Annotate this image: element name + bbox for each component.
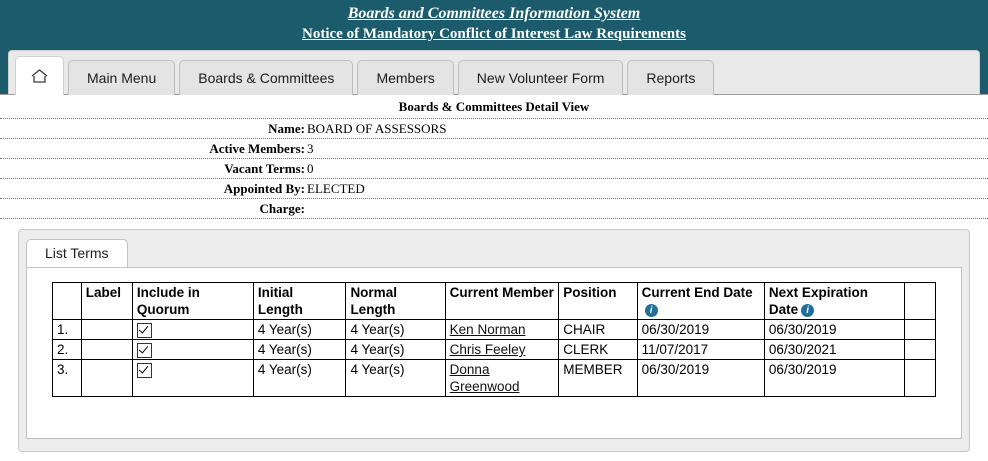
detail-label: Name: — [268, 121, 305, 136]
header-current-end-date — [637, 283, 764, 320]
tab-main-menu[interactable] — [68, 60, 175, 95]
tab-label: Main Menu — [87, 70, 157, 86]
detail-row-charge — [0, 199, 988, 218]
row-index: 2. — [53, 340, 82, 360]
info-icon[interactable]: i — [801, 304, 814, 317]
detail-row-name — [0, 119, 988, 139]
detail-value: 3 — [307, 141, 314, 156]
detail-row-active-members — [0, 139, 988, 159]
detail-value — [305, 199, 307, 218]
tab-new-volunteer-form[interactable] — [458, 60, 624, 95]
row-actions[interactable] — [904, 320, 935, 340]
row-label — [81, 320, 132, 340]
table-row — [53, 360, 936, 397]
row-label — [81, 340, 132, 360]
quorum-checkbox[interactable] — [137, 323, 152, 338]
row-include-in-quorum — [132, 360, 253, 397]
row-position: CLERK — [559, 340, 637, 360]
row-normal-length: 4 Year(s) — [346, 320, 445, 340]
info-icon[interactable]: i — [645, 304, 658, 317]
detail-row-appointed-by — [0, 179, 988, 199]
row-label — [81, 360, 132, 397]
row-index: 3. — [53, 360, 82, 397]
main-tabbar — [0, 42, 988, 94]
tab-label: Reports — [646, 70, 696, 86]
row-include-in-quorum — [132, 340, 253, 360]
row-normal-length: 4 Year(s) — [346, 340, 445, 360]
row-current-end-date: 06/30/2019 — [637, 360, 764, 397]
row-initial-length: 4 Year(s) — [253, 360, 346, 397]
header-next-expiration-date — [764, 283, 904, 320]
row-current-end-date: 06/30/2019 — [637, 320, 764, 340]
tab-strip — [8, 50, 980, 94]
detail-label: Charge: — [259, 201, 305, 216]
home-icon — [30, 68, 49, 85]
tab-reports[interactable] — [627, 60, 714, 95]
app-title: Boards and Committees Information System — [347, 5, 641, 22]
quorum-checkbox[interactable] — [137, 363, 152, 378]
row-next-expiration-date: 06/30/2019 — [764, 320, 904, 340]
member-link[interactable]: Chris Feeley — [449, 342, 526, 357]
row-initial-length: 4 Year(s) — [253, 340, 346, 360]
tab-home[interactable] — [15, 56, 64, 95]
panel-tab-strip — [26, 237, 962, 267]
row-include-in-quorum — [132, 320, 253, 340]
tab-members[interactable] — [357, 60, 453, 95]
header-include-in-quorum: Include in Quorum — [132, 283, 253, 320]
row-initial-length: 4 Year(s) — [253, 320, 346, 340]
table-row — [53, 340, 936, 360]
row-next-expiration-date: 06/30/2021 — [764, 340, 904, 360]
terms-table — [52, 282, 936, 397]
detail-label: Active Members: — [209, 141, 305, 156]
table-header-row — [53, 283, 936, 320]
row-actions[interactable] — [904, 360, 935, 397]
tab-label: Members — [376, 70, 435, 86]
row-next-expiration-date: 06/30/2019 — [764, 360, 904, 397]
detail-label: Appointed By: — [223, 181, 305, 196]
detail-label: Vacant Terms: — [224, 161, 305, 176]
panel-body — [26, 267, 962, 439]
row-actions[interactable] — [904, 340, 935, 360]
row-position: CHAIR — [559, 320, 637, 340]
header-actions — [904, 283, 935, 320]
member-link[interactable]: Donna Greenwood — [449, 362, 520, 394]
row-position: MEMBER — [559, 360, 637, 397]
header-position: Position — [559, 283, 637, 320]
detail-value: 0 — [307, 161, 314, 176]
detail-value: BOARD OF ASSESSORS — [307, 121, 447, 136]
row-normal-length: 4 Year(s) — [346, 360, 445, 397]
detail-value: ELECTED — [307, 181, 365, 196]
panel-tab-label: List Terms — [45, 245, 109, 261]
header-current-end-date-text: Current End Date — [641, 285, 753, 300]
member-link[interactable]: Ken Norman — [449, 322, 526, 337]
row-current-member — [445, 320, 559, 340]
header-index — [53, 283, 82, 320]
tab-list-terms[interactable] — [26, 239, 128, 267]
header-current-member: Current Member — [445, 283, 559, 320]
table-row — [53, 320, 936, 340]
detail-row-vacant-terms — [0, 159, 988, 179]
row-current-member — [445, 340, 559, 360]
terms-panel — [18, 229, 970, 452]
row-index: 1. — [53, 320, 82, 340]
detail-view-title: Boards & Committees Detail View — [0, 95, 988, 119]
tab-boards-committees[interactable] — [179, 60, 353, 95]
app-banner — [0, 0, 988, 42]
header-label: Label — [81, 283, 132, 320]
tab-label: Boards & Committees — [198, 70, 335, 86]
row-current-end-date: 11/07/2017 — [637, 340, 764, 360]
tab-label: New Volunteer Form — [476, 70, 605, 86]
app-subtitle: Notice of Mandatory Conflict of Interest Law Requirements — [302, 26, 686, 42]
quorum-checkbox[interactable] — [137, 343, 152, 358]
detail-view — [0, 94, 988, 219]
header-next-expiration-date-text: Next Expiration Date — [768, 285, 868, 317]
header-initial-length: Initial Length — [253, 283, 346, 320]
row-current-member — [445, 360, 559, 397]
header-normal-length: Normal Length — [346, 283, 445, 320]
